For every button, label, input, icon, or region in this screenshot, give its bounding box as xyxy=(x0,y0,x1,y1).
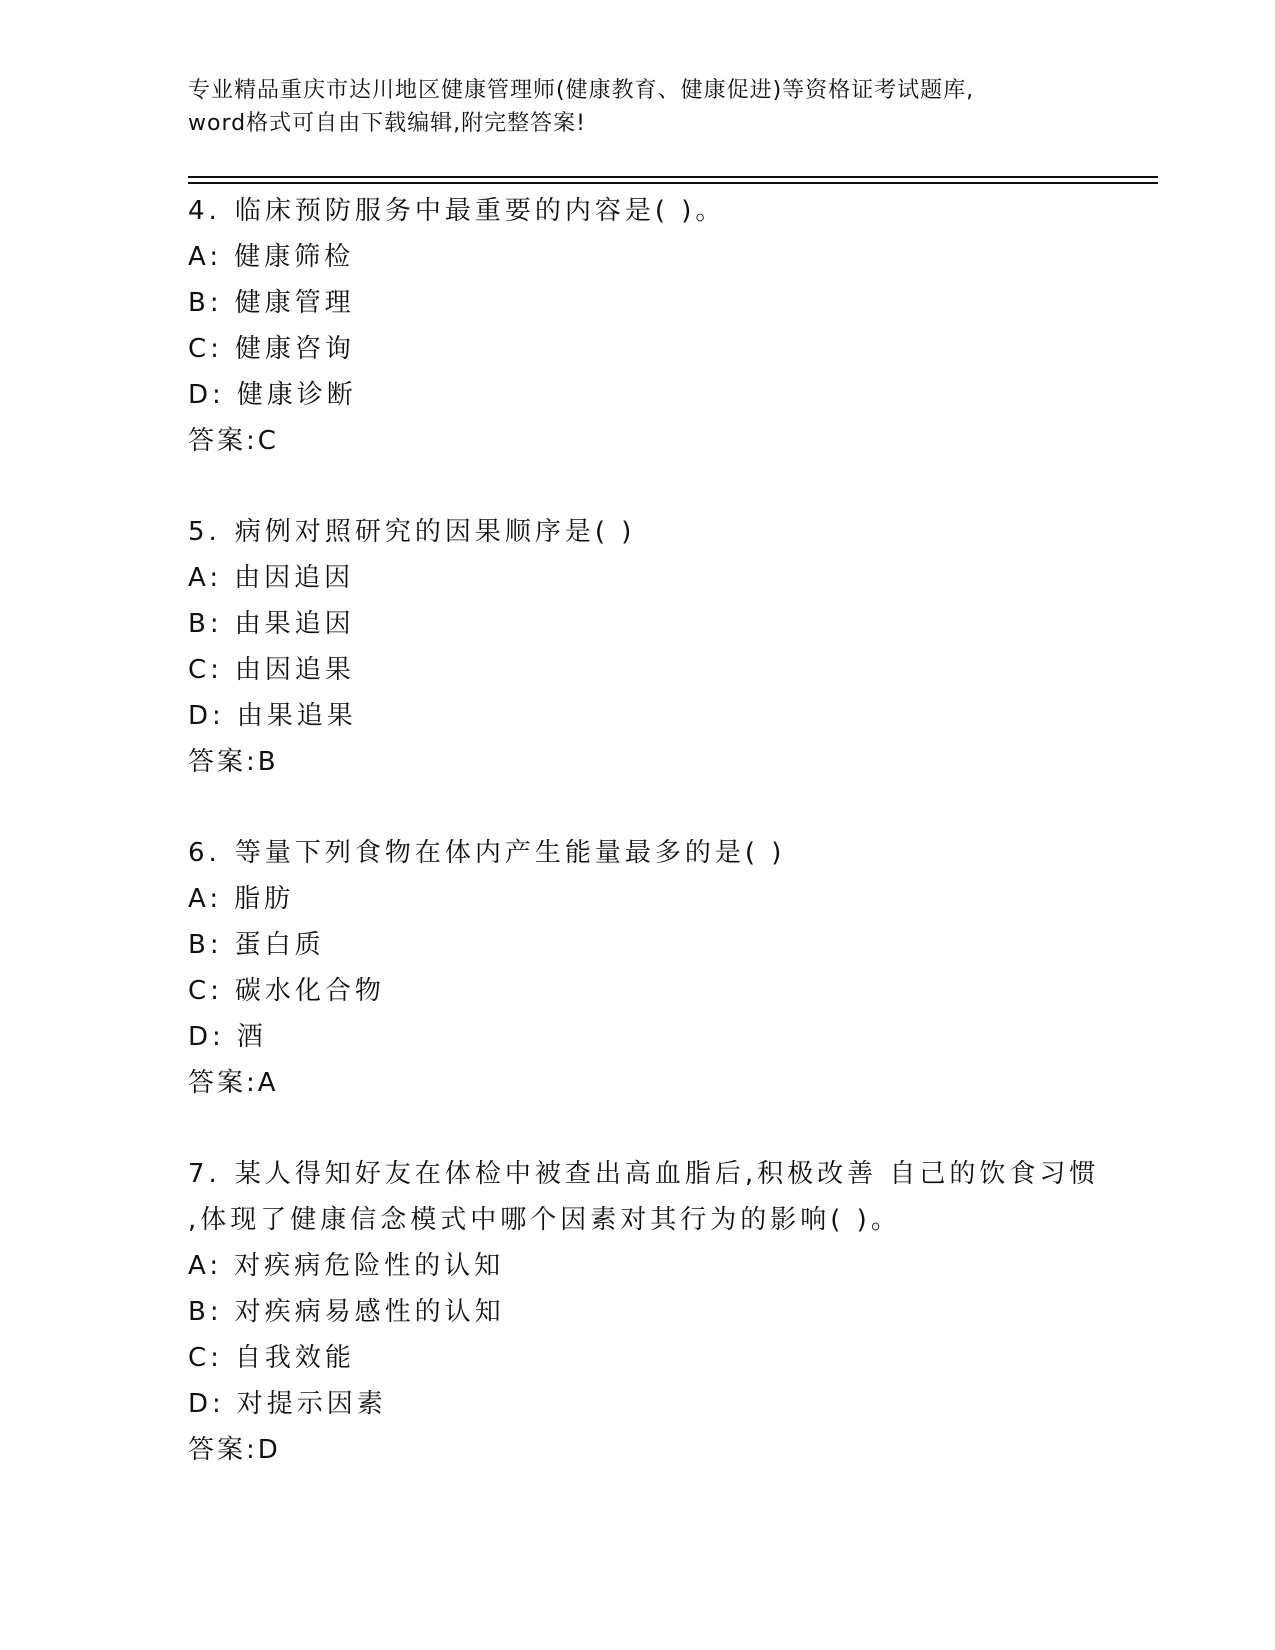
option-c xyxy=(188,647,1168,693)
option-text: 自我效能 xyxy=(234,1343,355,1373)
option-key: A: xyxy=(188,563,223,593)
question-text: 临床预防服务中最重要的内容是( )。 xyxy=(234,196,726,226)
question-number: 4. xyxy=(188,196,221,226)
question-stem xyxy=(188,188,1088,234)
answer-value: B xyxy=(257,747,277,777)
option-b xyxy=(188,1289,1168,1335)
question-stem xyxy=(188,830,1088,876)
question-item xyxy=(188,1151,1168,1473)
option-key: C: xyxy=(188,334,223,364)
header-divider-top xyxy=(188,176,1158,178)
header-line-2: word格式可自由下载编辑,附完整答案! xyxy=(188,111,586,136)
option-text: 对疾病危险性的认知 xyxy=(234,1251,505,1281)
option-key: B: xyxy=(188,288,223,318)
question-list xyxy=(188,188,1168,1518)
header-divider-bottom xyxy=(188,182,1158,184)
question-number: 7. xyxy=(188,1159,221,1189)
option-a xyxy=(188,1243,1168,1289)
option-b xyxy=(188,280,1168,326)
option-key: A: xyxy=(188,884,223,914)
option-b xyxy=(188,922,1168,968)
answer-line xyxy=(188,739,1168,785)
option-c xyxy=(188,326,1168,372)
option-text: 由因追果 xyxy=(234,655,355,685)
option-d xyxy=(188,693,1168,739)
option-c xyxy=(188,1335,1168,1381)
option-key: A: xyxy=(188,1251,223,1281)
option-key: B: xyxy=(188,1297,223,1327)
question-text: 病例对照研究的因果顺序是( ) xyxy=(234,517,636,547)
header-line-1: 专业精品重庆市达川地区健康管理师(健康教育、健康促进)等资格证考试题库, xyxy=(188,78,975,103)
option-key: C: xyxy=(188,1343,223,1373)
option-text: 由因追因 xyxy=(234,563,355,593)
option-key: C: xyxy=(188,976,223,1006)
answer-label: 答案: xyxy=(188,1068,258,1098)
option-a xyxy=(188,234,1168,280)
answer-label: 答案: xyxy=(188,747,258,777)
option-text: 碳水化合物 xyxy=(234,976,385,1006)
option-key: A: xyxy=(188,242,223,272)
option-text: 蛋白质 xyxy=(234,930,325,960)
answer-label: 答案: xyxy=(188,426,258,456)
question-number: 5. xyxy=(188,517,221,547)
answer-value: D xyxy=(257,1435,279,1465)
question-text: 某人得知好友在体检中被查出高血脂后,积极改善 自己的饮食习惯 xyxy=(234,1159,1100,1189)
answer-value: C xyxy=(257,426,277,456)
option-text: 对疾病易感性的认知 xyxy=(234,1297,505,1327)
option-text: 对提示因素 xyxy=(236,1389,387,1419)
question-stem xyxy=(188,1151,1168,1197)
question-text: 等量下列食物在体内产生能量最多的是( ) xyxy=(234,838,786,868)
question-number: 6. xyxy=(188,838,221,868)
answer-label: 答案: xyxy=(188,1435,258,1465)
option-key: C: xyxy=(188,655,223,685)
option-text: 脂肪 xyxy=(234,884,295,914)
option-text: 健康筛检 xyxy=(234,242,355,272)
option-text: 由果追果 xyxy=(236,701,357,731)
option-text: 由果追因 xyxy=(234,609,355,639)
option-key: B: xyxy=(188,930,223,960)
option-key: D: xyxy=(188,380,225,410)
question-item xyxy=(188,830,1168,1106)
question-stem xyxy=(188,509,1088,555)
answer-line xyxy=(188,1427,1168,1473)
option-key: D: xyxy=(188,701,225,731)
option-c xyxy=(188,968,1168,1014)
document-header xyxy=(188,74,1088,140)
option-b xyxy=(188,601,1168,647)
option-d xyxy=(188,372,1168,418)
option-key: D: xyxy=(188,1022,225,1052)
answer-line xyxy=(188,418,1168,464)
option-a xyxy=(188,555,1168,601)
question-stem-continued: ,体现了健康信念模式中哪个因素对其行为的影响( )。 xyxy=(188,1205,901,1235)
option-a xyxy=(188,876,1168,922)
answer-line xyxy=(188,1060,1168,1106)
option-d xyxy=(188,1381,1168,1427)
question-item xyxy=(188,509,1168,785)
answer-value: A xyxy=(257,1068,277,1098)
option-text: 健康管理 xyxy=(234,288,355,318)
option-key: B: xyxy=(188,609,223,639)
option-d xyxy=(188,1014,1168,1060)
option-text: 健康咨询 xyxy=(234,334,355,364)
option-text: 健康诊断 xyxy=(236,380,357,410)
question-item xyxy=(188,188,1168,464)
option-key: D: xyxy=(188,1389,225,1419)
option-text: 酒 xyxy=(236,1022,267,1052)
